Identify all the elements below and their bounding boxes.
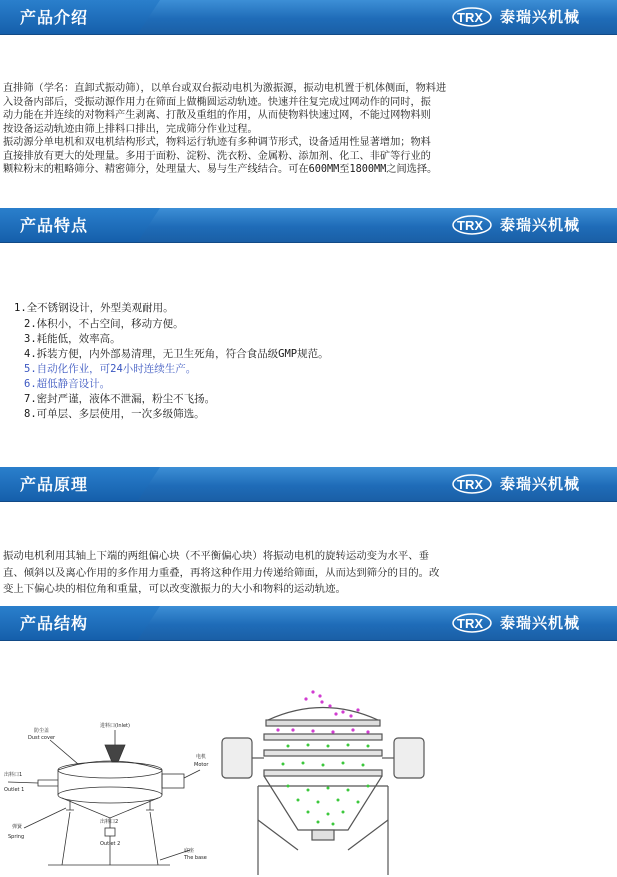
section-title: 产品结构 — [20, 614, 89, 633]
feature-item: 1.全不锈钢设计，外型美观耐用。 — [14, 302, 174, 314]
intro-line: 按设备运动轨迹由筛上排料口排出，完成筛分作业过程。 — [3, 124, 258, 135]
intro-line: 颗粒粉末的粗略筛分、精密筛分，处理量大、易与生产线结合。可在600MM至1800MM之间选择。 — [3, 164, 438, 175]
section-banner-principle — [0, 467, 617, 502]
label-dust-cover-en: Dust cover — [28, 735, 56, 741]
section-title: 产品介绍 — [20, 8, 89, 27]
label-base: 底座 — [184, 848, 195, 854]
label-motor: 电机 — [196, 754, 207, 760]
principle-line: 振动电机利用其轴上下端的两组偏心块（不平衡偏心块）将振动电机的旋转运动变为水平、垂 — [3, 550, 430, 562]
label-outlet1: 出料口1 — [4, 772, 23, 778]
section-title: 产品特点 — [20, 216, 89, 235]
section-banner-structure — [0, 606, 617, 641]
intro-line: 振动源分单电机和双电机结构形式，物料运行轨迹有多种调节形式，设备适用性显著增加；物料 — [3, 137, 431, 148]
label-dust-cover: 防尘盖 — [34, 728, 50, 734]
brand-name: 泰瑞兴机械 — [500, 614, 581, 632]
svg-text:TRX: TRX — [457, 616, 483, 631]
brand-name: 泰瑞兴机械 — [500, 475, 581, 493]
brand-logo-icon — [452, 612, 492, 634]
label-base-en: The base — [184, 855, 207, 861]
section-title: 产品原理 — [20, 475, 89, 494]
intro-line: 动力能在并连续的对物料产生剥离、打散及重组的作用，从而使物料快速过网，不能过网物料则 — [3, 110, 431, 121]
principle-line: 直、倾斜以及离心作用的多作用力重叠，再将这种作用力传递给筛面，从而达到筛分的目的。改 — [3, 567, 440, 579]
svg-text:TRX: TRX — [457, 477, 483, 492]
brand-logo-icon — [452, 473, 492, 495]
brand-logo-icon — [452, 214, 492, 236]
brand-logo-icon — [452, 6, 492, 28]
label-inlet: 进料口(Inlet) — [100, 723, 130, 729]
feature-item: 7.密封严谨，液体不泄漏，粉尘不飞扬。 — [24, 393, 216, 405]
intro-line: 直接排放有更大的处理量。多用于面粉、淀粉、洗衣粉、金属粉、添加剂、化工、非矿等行业的 — [3, 151, 431, 162]
feature-item: 3.耗能低，效率高。 — [24, 333, 121, 345]
brand-name: 泰瑞兴机械 — [500, 8, 581, 26]
feature-item: 8.可单层、多层使用，一次多级筛选。 — [24, 408, 205, 420]
structure-flow-diagram — [218, 690, 448, 877]
label-outlet1-en: Outlet 1 — [4, 787, 25, 793]
label-motor-en: Motor — [194, 762, 209, 768]
label-spring-en: Spring — [8, 834, 25, 840]
label-spring: 弹簧 — [12, 824, 23, 830]
svg-text:TRX: TRX — [457, 10, 483, 25]
label-outlet2-en: Outlet 2 — [100, 841, 121, 847]
section-banner-intro — [0, 0, 617, 35]
label-outlet2: 出料口2 — [100, 819, 119, 825]
brand-name: 泰瑞兴机械 — [500, 216, 581, 234]
principle-line: 变上下偏心块的相位角和重量，可以改变激振力的大小和物料的运动轨迹。 — [3, 583, 346, 595]
feature-item: 6.超低静音设计。 — [24, 378, 111, 390]
feature-item: 4.拆装方便，内外部易清理，无卫生死角，符合食品级GMP规范。 — [24, 348, 329, 360]
feature-item: 2.体积小，不占空间，移动方便。 — [24, 318, 184, 330]
intro-line: 直排筛（学名：直卸式振动筛），以单台或双台振动电机为激振源，振动电机置于机体侧面，物料进 — [3, 83, 447, 94]
feature-item: 5.自动化作业，可24小时连续生产。 — [24, 363, 197, 375]
section-banner-features — [0, 208, 617, 243]
intro-line: 入设备内部后，受振动源作用力在筛面上做椭圆运动轨迹。快速并往复完成过网动作的同时，振 — [3, 97, 431, 108]
svg-text:TRX: TRX — [457, 218, 483, 233]
structure-line-diagram — [0, 700, 215, 875]
